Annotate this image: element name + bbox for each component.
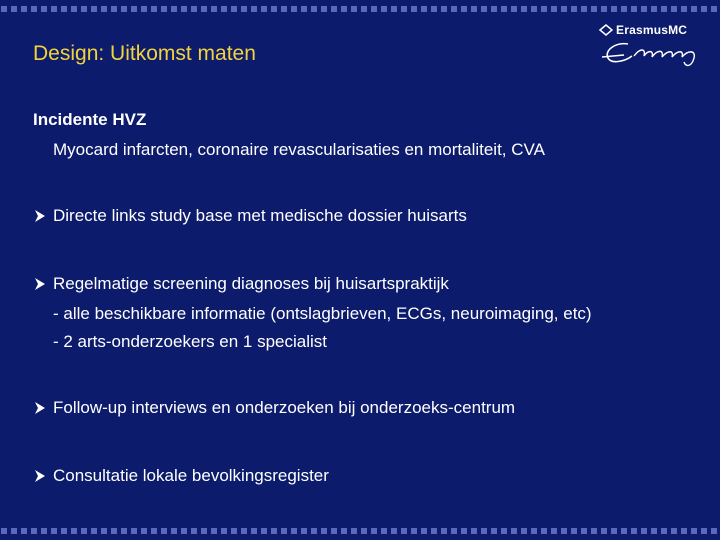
bullet-item: [53, 206, 467, 226]
outcome-heading: Incidente HVZ: [33, 110, 147, 129]
signature-icon: [598, 40, 708, 70]
arrow-bullet-icon: [33, 469, 47, 483]
arrow-bullet-icon: [33, 209, 47, 223]
top-dotted-border-pattern: [0, 6, 720, 12]
bullet-item: [53, 466, 329, 486]
logo-text: ErasmusMC: [616, 23, 688, 37]
bullet-text: Follow-up interviews en onderzoeken bij onderzoeks-centrum: [53, 398, 516, 417]
sub-item: - 2 arts-onderzoekers en 1 specialist: [53, 332, 328, 351]
sub-item: - alle beschikbare informatie (ontslagbrieven, ECGs, neuroimaging, etc): [53, 304, 592, 323]
bullet-item: [53, 398, 515, 418]
outcome-heading-detail: Myocard infarcten, coronaire revascularisaties en mortaliteit, CVA: [53, 140, 545, 159]
arrow-bullet-icon: [33, 401, 47, 415]
erasmus-mc-logo: [598, 20, 708, 70]
bullet-item: [53, 274, 449, 294]
bottom-dotted-border: [0, 528, 720, 534]
bullet-text: Consultatie lokale bevolkingsregister: [53, 466, 329, 485]
arrow-bullet-icon: [33, 277, 47, 291]
logo-mark-icon: [598, 23, 614, 37]
slide-title: Design: Uitkomst maten: [33, 42, 256, 65]
bullet-text: Directe links study base met medische dossier huisarts: [53, 206, 467, 225]
bottom-dotted-border-pattern: [0, 528, 720, 534]
bullet-text: Regelmatige screening diagnoses bij huisartspraktijk: [53, 274, 449, 293]
top-dotted-border: [0, 6, 720, 12]
